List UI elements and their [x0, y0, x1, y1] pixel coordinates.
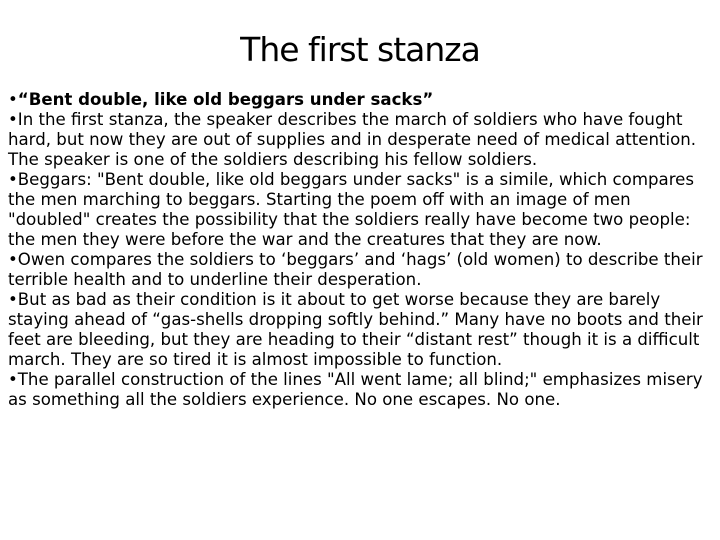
bullet-text: “Bent double, like old beggars under sacks” [17, 90, 434, 109]
bullet-text: But as bad as their condition is it about to get worse because they are barely staying ahead of “gas-shells dropping softly behind.” Many have no boots and their feet are bleeding, but they are heading to their “distant rest” though it is a difficult march. They are so tired it is almost impossible to function. [8, 290, 703, 369]
bullet-item [8, 90, 712, 110]
bullet-item [8, 290, 712, 370]
bullet-marker: • [8, 290, 18, 309]
bullet-marker: • [8, 110, 18, 129]
bullet-item [8, 110, 712, 170]
bullet-item [8, 370, 712, 410]
bullet-marker: • [8, 170, 18, 189]
bullet-marker: • [8, 370, 18, 389]
slide-title: The first stanza [240, 30, 480, 69]
bullet-item [8, 250, 712, 290]
bullet-text: The parallel construction of the lines "All went lame; all blind;" emphasizes misery as something all the soldiers experience. No one escapes. No one. [8, 370, 703, 409]
bullet-list [8, 90, 712, 410]
bullet-marker: • [8, 250, 18, 269]
bullet-item [8, 170, 712, 250]
bullet-text: Owen compares the soldiers to ‘beggars’ and ‘hags’ (old women) to describe their terrible health and to underline their desperation. [8, 250, 703, 289]
bullet-text: Beggars: "Bent double, like old beggars under sacks" is a simile, which compares the men marching to beggars. Starting the poem off with an image of men "doubled" creates the possibility that the soldiers really have become two people: the men they were before the war and the creatures that they are now. [8, 170, 695, 249]
bullet-marker: • [8, 90, 18, 109]
bullet-text: In the first stanza, the speaker describes the march of soldiers who have fought hard, but now they are out of supplies and in desperate need of medical attention. The speaker is one of the soldiers describing his fellow soldiers. [8, 110, 697, 169]
